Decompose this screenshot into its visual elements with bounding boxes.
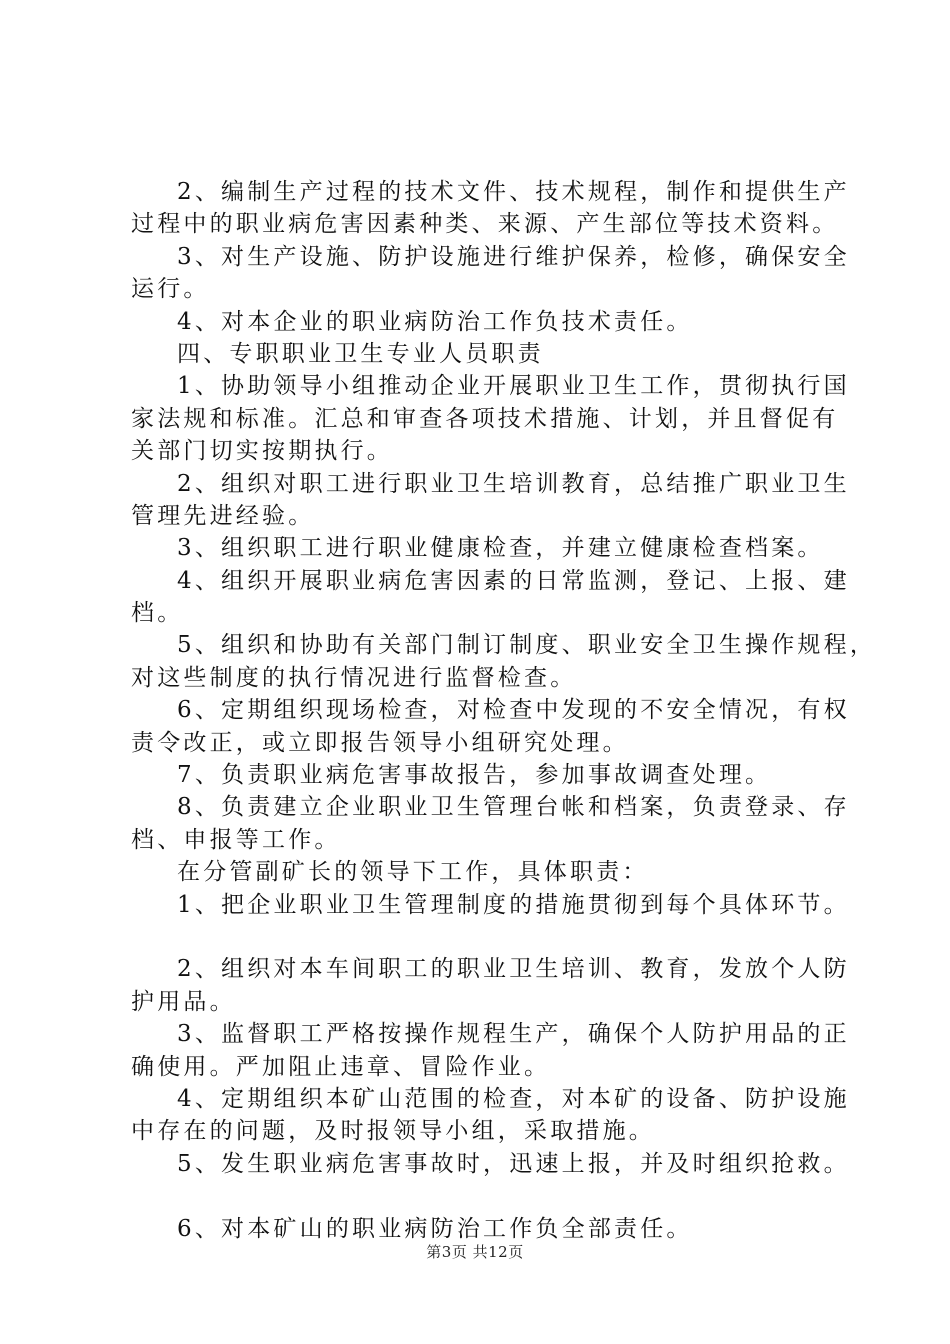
text-line: 4、定期组织本矿山范围的检查，对本矿的设备、防护设施 [177,1085,850,1112]
text-line: 确使用。严加阻止违章、冒险作业。 [131,1053,551,1080]
text-line: 过程中的职业病危害因素种类、来源、产生部位等技术资料。 [131,211,839,238]
text-line: 2、组织对职工进行职业卫生培训教育，总结推广职业卫生 [177,470,850,497]
blank-line [131,1180,831,1212]
text-line: 8、负责建立企业职业卫生管理台帐和档案，负责登录、存 [177,794,850,821]
text-line: 4、组织开展职业病危害因素的日常监测，登记、上报、建 [177,567,850,594]
text-line: 1、把企业职业卫生管理制度的措施贯彻到每个具体环节。 [177,891,850,918]
text-line: 运行。 [131,276,210,303]
text-line: 2、编制生产过程的技术文件、技术规程，制作和提供生产 [177,179,850,205]
blank-line [131,921,831,953]
text-line: 责令改正，或立即报告领导小组研究处理。 [131,729,629,756]
text-line: 2、组织对本车间职工的职业卫生培训、教育，发放个人防 [177,956,850,983]
document-body [131,176,877,1245]
text-line: 档、申报等工作。 [131,826,341,853]
text-line: 护用品。 [131,988,236,1015]
text-line: 档。 [131,600,184,627]
text-line: 4、对本企业的职业病防治工作负技术责任。 [177,308,693,335]
text-line: 3、监督职工严格按操作规程生产，确保个人防护用品的正 [177,1021,850,1048]
text-line: 5、发生职业病危害事故时，迅速上报，并及时组织抢救。 [177,1150,850,1177]
text-line: 关部门切实按期执行。 [131,438,393,465]
text-line: 家法规和标准。汇总和审查各项技术措施、计划，并且督促有 [131,405,839,432]
text-line: 对这些制度的执行情况进行监督检查。 [131,664,577,691]
text-line: 6、对本矿山的职业病防治工作负全部责任。 [177,1215,693,1242]
page-number-footer: 第3页 共12页 [426,1243,524,1261]
text-line: 6、定期组织现场检查，对检查中发现的不安全情况，有权 [177,697,850,724]
text-line: 3、组织职工进行职业健康检查，并建立健康检查档案。 [177,535,824,562]
text-line: 5、组织和协助有关部门制订制度、职业安全卫生操作规程， [177,632,877,659]
text-line: 管理先进经验。 [131,502,315,529]
text-line: 在分管副矿长的领导下工作，具体职责： [177,859,649,886]
text-line: 3、对生产设施、防护设施进行维护保养，检修，确保安全 [177,243,850,270]
text-line: 中存在的问题，及时报领导小组，采取措施。 [131,1118,655,1145]
text-line: 7、负责职业病危害事故报告，参加事故调查处理。 [177,762,772,789]
text-line: 1、协助领导小组推动企业开展职业卫生工作，贯彻执行国 [177,373,850,400]
text-line: 四、专职职业卫生专业人员职责 [177,340,544,367]
